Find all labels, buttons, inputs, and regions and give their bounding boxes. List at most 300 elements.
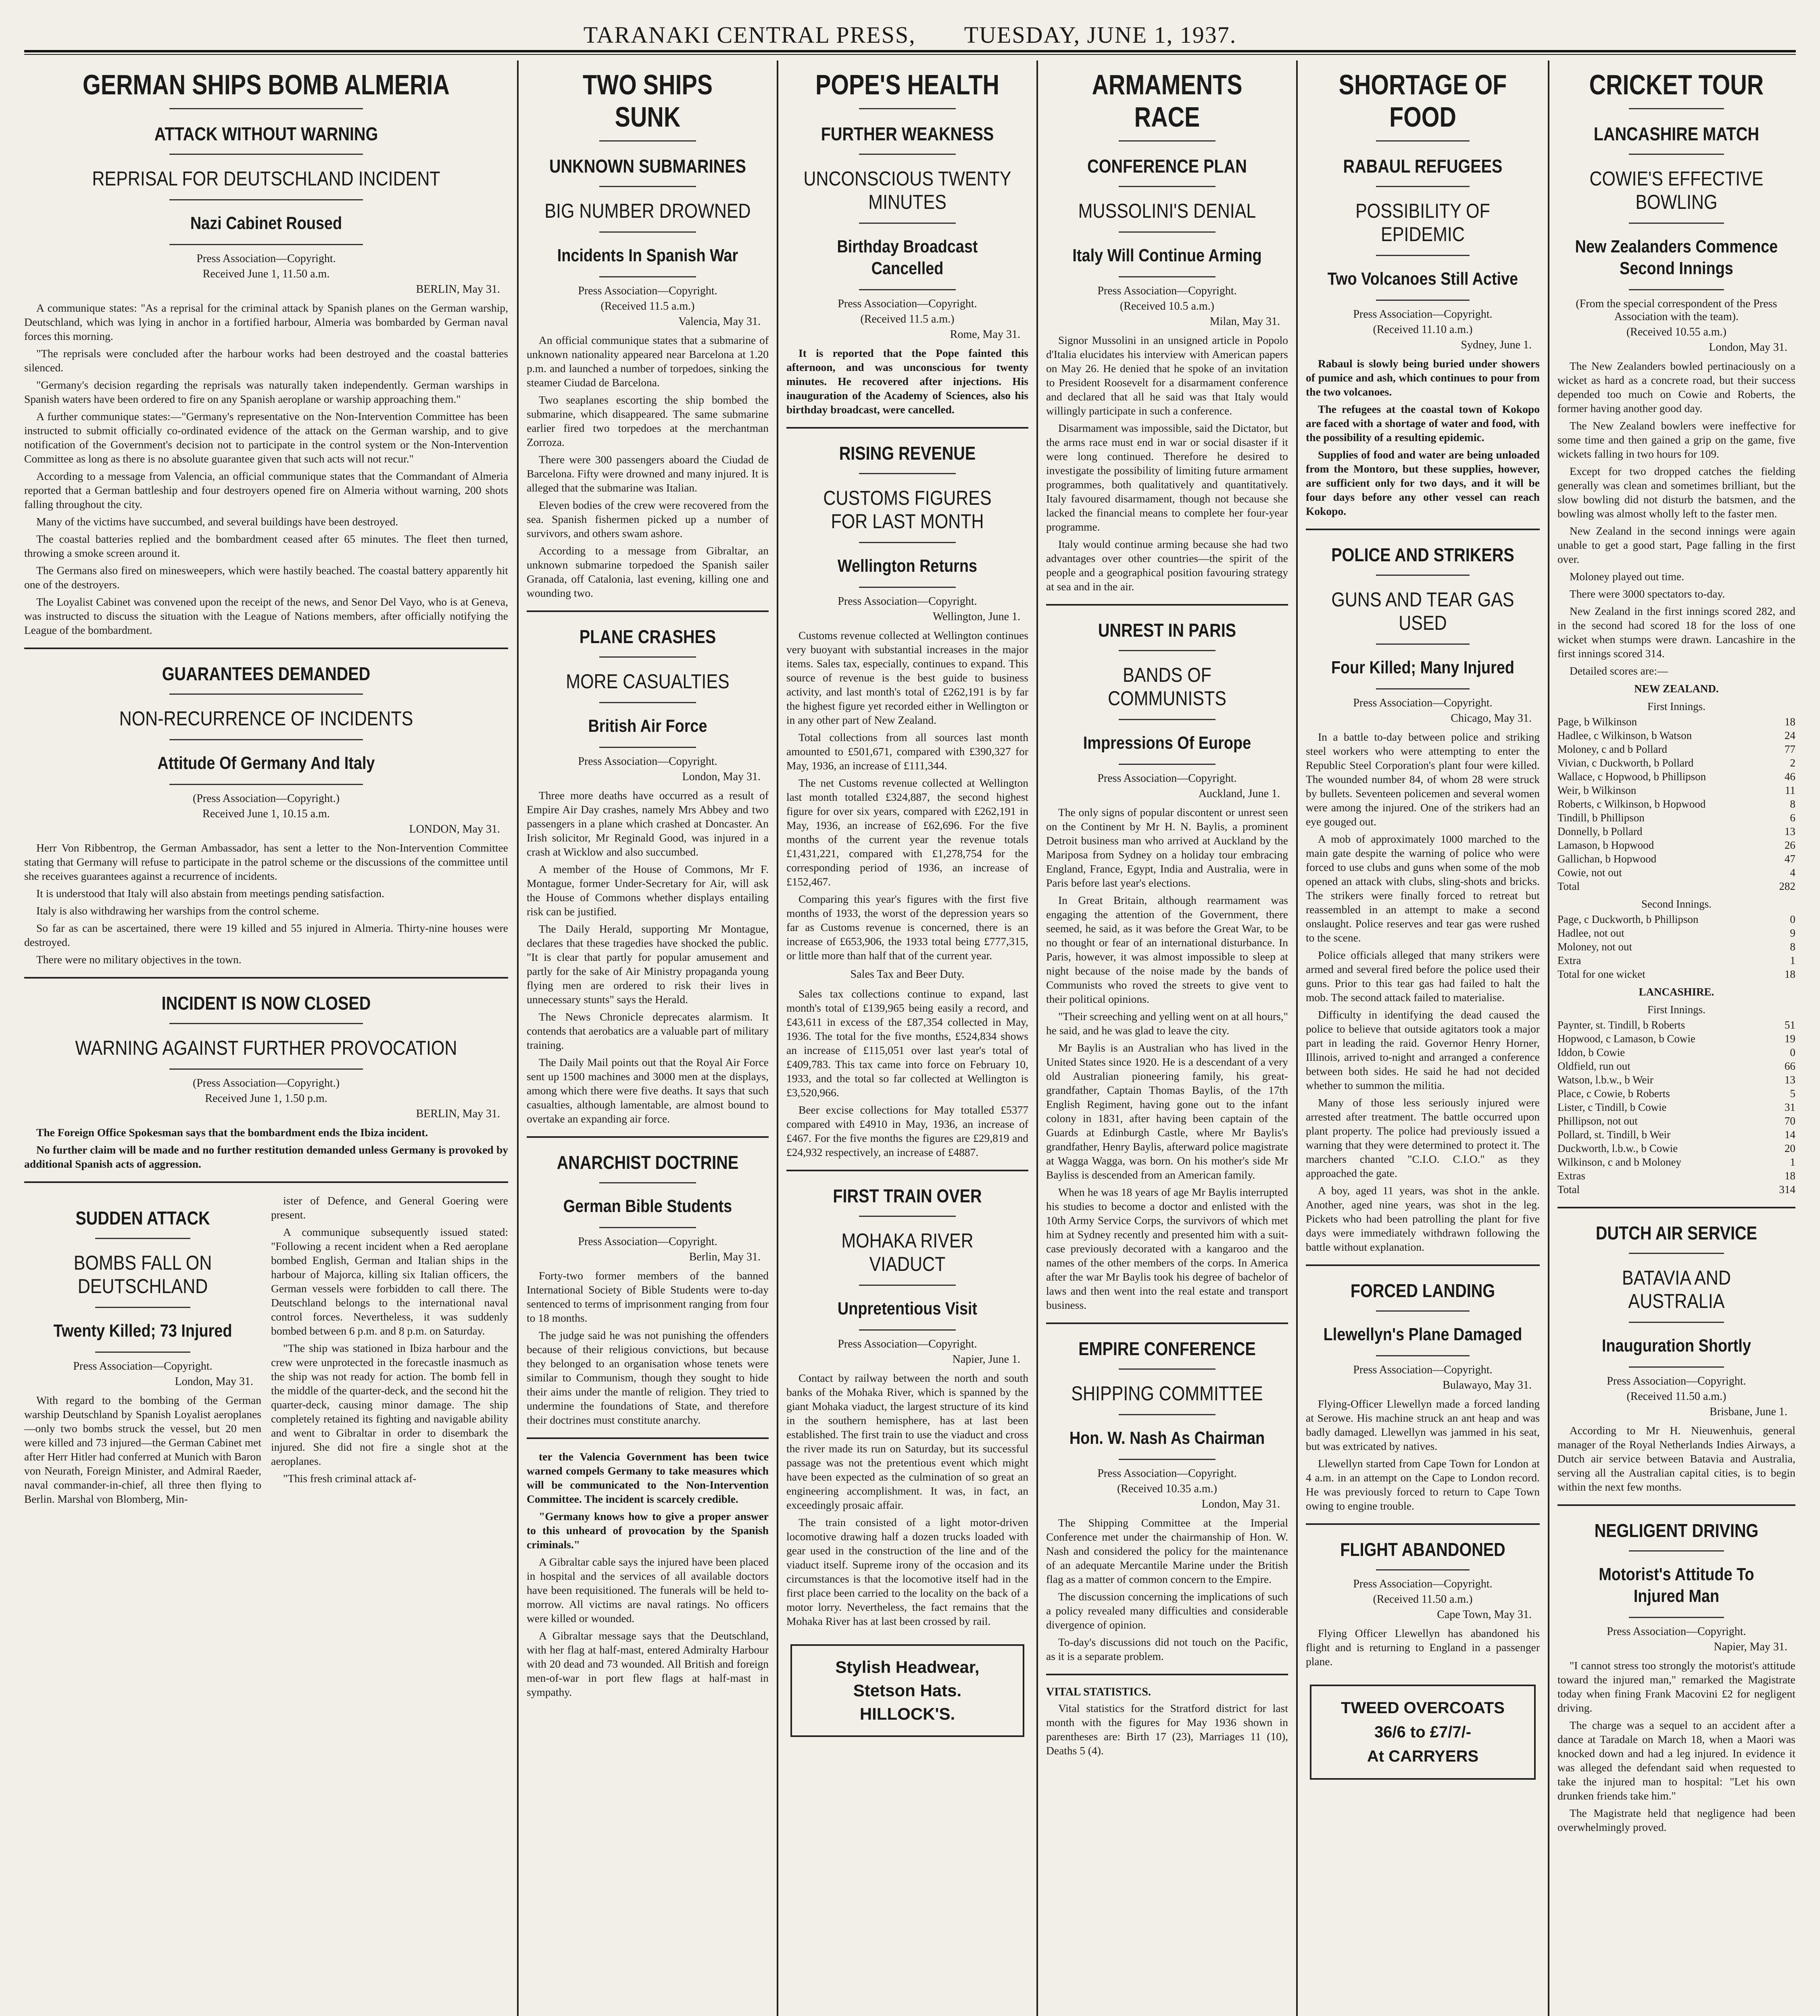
paragraph: The only signs of popular discontent or unrest seen on the Continent by Mr H. N. Baylis, a prominent Detroit business man who arrived at Auckland by the Mariposa from Sydney on a holiday tour embracing England, France, Egypt, India and Australia, were in Paris before last year's elections.	[1046, 806, 1288, 889]
headline: POPE'S HEALTH	[815, 69, 999, 100]
headline: CRICKET TOUR	[1589, 69, 1764, 100]
article-body	[1046, 805, 1288, 1312]
headline: GERMAN SHIPS BOMB ALMERIA	[83, 69, 450, 100]
dateline: Napier, May 31.	[1714, 1641, 1787, 1653]
subhead: UNREST IN PARIS	[1098, 620, 1236, 641]
paragraph: Beer excise collections for May totalled £5377 compared with £4910 in May, 1936, an increase of £467. For the five months the figures are £29,819 and £24,932 respectively, an increase of £4887.	[786, 1104, 1028, 1158]
subhead: New Zealanders Commence Second Innings	[1575, 237, 1778, 278]
paragraph: Flying Officer Llewellyn has abandoned his flight and is returning to England in a passenger plane.	[1306, 1627, 1540, 1668]
paragraph: Three more deaths have occurred as a result of Empire Air Day crashes, namely Mrs Abbey and two passengers in a plane which crashed at Doncaster. An Irish solicitor, Mr Reginald Good, was injured in a crash at Wicklow and also succumbed.	[527, 789, 769, 858]
score-row	[1557, 811, 1795, 825]
subhead: UNKNOWN SUBMARINES	[549, 156, 746, 177]
credit: (Received 11.50 a.m.)	[1373, 1593, 1473, 1606]
runs: 4	[1790, 866, 1795, 879]
article-body	[527, 1268, 769, 1427]
subhead: Motorist's Attitude To Injured Man	[1599, 1564, 1754, 1606]
divider	[527, 610, 769, 612]
credit: Press Association—Copyright.	[578, 285, 717, 297]
score-row	[1557, 742, 1795, 756]
subhead: British Air Force	[588, 716, 707, 736]
score-row	[1557, 1114, 1795, 1128]
divider	[1376, 140, 1470, 142]
credit: Press Association—Copyright.	[838, 595, 977, 608]
divider	[599, 231, 696, 233]
article-body	[1306, 1397, 1540, 1513]
runs: 66	[1785, 1060, 1795, 1072]
column-divider	[1036, 60, 1038, 2016]
batsman: Pollard, st. Tindill, b Weir	[1557, 1129, 1671, 1141]
dateline: Brisbane, June 1.	[1710, 1406, 1787, 1418]
divider	[1376, 688, 1470, 689]
column-4	[1046, 60, 1288, 2016]
subhead: SHIPPING COMMITTEE	[1071, 1382, 1263, 1405]
runs: 11	[1785, 784, 1795, 796]
divider	[1119, 276, 1215, 277]
paragraph: The refugees at the coastal town of Kokopo are faced with a shortage of water and food, with the possibility of a resulting epidemic.	[1306, 403, 1540, 444]
credit: Press Association—Copyright.	[1097, 772, 1237, 785]
subhead: ANARCHIST DOCTRINE	[557, 1152, 739, 1173]
paragraph: The New Zealanders bowled pertinaciously on a wicket as hard as a concrete road, but their success depended too much on Cowie and Roberts, the former having another good day.	[1557, 360, 1795, 414]
subhead: CONFERENCE PLAN	[1087, 156, 1247, 177]
divider	[24, 1181, 508, 1183]
divider	[859, 1285, 956, 1286]
paragraph: There were 300 passengers aboard the Ciudad de Barcelona. Fifty were drowned and many injured. It is alleged that the submarine was Italian.	[527, 453, 769, 494]
article-body	[24, 1125, 508, 1171]
dateline: Rome, May 31.	[950, 328, 1020, 341]
paragraph: Llewellyn started from Cape Town for London at 4 a.m. in an attempt on the Cape to London record. He was previously forced to return to Cape Town owing to engine trouble.	[1306, 1457, 1540, 1512]
column-divider	[1296, 60, 1298, 2016]
subhead: Inauguration Shortly	[1601, 1336, 1751, 1356]
paragraph: In a battle to-day between police and striking steel workers who were attempting to enter the Republic Steel Corporation's plant four were killed. The wounded number 84, of whom 28 were struck by bullets. Seventeen policemen and several women were among the injured. One of the strikers had an eye gouged out.	[1306, 731, 1540, 828]
divider	[859, 1329, 956, 1331]
subhead: REPRISAL FOR DEUTSCHLAND INCIDENT	[92, 167, 440, 190]
batsman: Hadlee, c Wilkinson, b Watson	[1557, 729, 1692, 741]
divider	[1376, 644, 1470, 645]
subhead: RISING REVENUE	[839, 443, 976, 464]
article-body	[24, 1393, 261, 1506]
subhead: MORE CASUALTIES	[566, 670, 730, 693]
score-row	[1557, 1018, 1795, 1032]
subhead: FIRST TRAIN OVER	[833, 1185, 982, 1206]
column-divider	[517, 60, 519, 2016]
runs: 9	[1790, 927, 1795, 939]
credit: (Press Association—Copyright.)	[193, 1077, 340, 1089]
runs: 77	[1785, 743, 1795, 755]
masthead-rule	[24, 50, 1796, 52]
subhead: UNCONSCIOUS TWENTY MINUTES	[803, 167, 1011, 213]
divider	[169, 694, 363, 695]
ad-line: TWEED OVERCOATS	[1341, 1699, 1505, 1717]
divider	[1046, 604, 1288, 606]
paragraph: It is reported that the Pope fainted this afternoon, and was unconscious for twenty minutes. He recovered after injections. His inauguration of the Academy of Sciences, also his birthday broadcast, were cancelled.	[786, 347, 1028, 416]
paragraph: The train consisted of a light motor-driven locomotive drawing half a dozen trucks loaded with gear used in the construction of the line and of the viaduct itself. Supreme irony of the occasion and its circumstances is that the locomotive itself had in the first place been carried to the locality on the back of a motor lorry. Nevertheless, the fact remains that the Mohaka River has at last been crossed by rail.	[786, 1516, 1028, 1627]
paragraph: A Gibraltar cable says the injured have been placed in hospital and the services of all available doctors have been requisitioned. The funerals will be held to-morrow. All victims are naval ratings. No officers were killed or wounded.	[527, 1556, 769, 1624]
score-row	[1557, 715, 1795, 729]
divider	[95, 1238, 190, 1239]
credit: Press Association—Copyright.	[1353, 1364, 1493, 1376]
subhead: RABAUL REFUGEES	[1343, 156, 1503, 177]
batsman: Duckworth, l.b.w., b Cowie	[1557, 1142, 1678, 1154]
paragraph: Except for two dropped catches the fielding generally was clean and sometimes brilliant, but the slow bowling did not disturb the batsmen, and the bowling was almost wholly left to the faster men.	[1557, 465, 1795, 520]
masthead-rule-thin	[24, 54, 1796, 55]
paragraph: The Foreign Office Spokesman says that the bombardment ends the Ibiza incident.	[36, 1126, 428, 1139]
paragraph: New Zealand in the first innings scored 282, and in the second had scored 18 for the loss of one wicket when stumps were drawn. Lancashire in the first innings scored 314.	[1557, 605, 1795, 660]
batsman: Watson, l.b.w., b Weir	[1557, 1074, 1653, 1086]
divider	[1629, 1617, 1724, 1618]
batsman: Moloney, not out	[1557, 941, 1632, 953]
subhead: BATAVIA AND AUSTRALIA	[1622, 1266, 1731, 1312]
article-body	[527, 788, 769, 1126]
divider	[1306, 1523, 1540, 1525]
score-row	[1557, 866, 1795, 879]
paragraph: According to a message from Gibraltar, an unknown submarine torpedoed the Spanish sailer Granada, off Catalonia, last evening, killing one and wounding two.	[527, 544, 769, 599]
dateline: Chicago, May 31.	[1451, 712, 1532, 725]
subhead: Impressions Of Europe	[1083, 733, 1251, 753]
divider	[24, 977, 508, 979]
credit: (From the special correspondent of the Press Association with the team).	[1576, 298, 1777, 323]
paragraph: There were no military objectives in the town.	[36, 953, 242, 966]
divider	[599, 1182, 696, 1183]
paragraph: Detailed scores are:—	[1570, 664, 1668, 677]
batsman: Paynter, st. Tindill, b Roberts	[1557, 1019, 1685, 1031]
subhead: INCIDENT IS NOW CLOSED	[161, 993, 371, 1014]
paragraph: A member of the House of Commons, Mr F. Montague, former Under-Secretary for Air, will ask the House of Commons whether displays entailing risk can be justified.	[527, 863, 769, 918]
subhead: Two Volcanoes Still Active	[1327, 269, 1518, 289]
subhead: MOHAKA RIVER VIADUCT	[841, 1229, 974, 1275]
article-body	[1557, 1658, 1795, 1834]
article-body	[271, 1193, 508, 1485]
paragraph: A further communique states:—"Germany's representative on the Non-Intervention Committee has been instructed to submit officially co-ordinated evidence of the attack on the German warship, and to give notification of the Government's decision not to participate in the control system or the Non-Intervention Committee as long as there is no absolute guarantee given that such acts will not recur."	[24, 410, 508, 465]
subhead: LANCASHIRE MATCH	[1593, 123, 1760, 144]
masthead-date: TUESDAY, JUNE 1, 1937.	[964, 22, 1237, 48]
paragraph: Supplies of food and water are being unloaded from the Montoro, but these supplies, however, are sufficient only for two days, and it will be four days before any other vessel can reach Kokopo.	[1306, 448, 1540, 517]
scorecard-innings: First Innings.	[1647, 1004, 1706, 1016]
divider	[859, 587, 956, 588]
article-body	[1046, 1701, 1288, 1758]
score-row	[1557, 1141, 1795, 1155]
divider	[1376, 255, 1470, 256]
batsman: Lister, c Tindill, b Cowie	[1557, 1101, 1667, 1113]
paragraph: According to a message from Valencia, an official communique states that the Commandant of Almeria reported that a German battleship and four destroyers opened fire on Almeria without warning, 200 shots falling throughout the city.	[24, 470, 508, 510]
runs: 70	[1785, 1115, 1795, 1127]
paragraph: The coastal batteries replied and the bombardment ceased after 65 minutes. The fleet then turned, throwing a smoke screen around it.	[24, 533, 508, 559]
paragraph: The Daily Herald, supporting Mr Montague, declares that these tragedies have shocked the public. "It is clear that partly for popular amusement and partly for the sake of Air Ministry propaganda young flying men are ordered to risk their lives in unnecessary stunts" says the Herald.	[527, 923, 769, 1006]
paragraph: Herr Von Ribbentrop, the German Ambassador, has sent a letter to the Non-Intervention Committee stating that Germany will refuse to participate in the patrol scheme or the discussions of the committee until she receives guarantees against a recurrence of incidents.	[24, 841, 508, 882]
dateline: BERLIN, May 31.	[416, 283, 500, 296]
dateline: Sydney, June 1.	[1461, 339, 1532, 351]
paragraph: So far as can be ascertained, there were 19 killed and 55 injured in Almeria. Thirty-nine houses were destroyed.	[24, 922, 508, 948]
divider	[599, 747, 696, 748]
divider	[859, 473, 956, 474]
dateline: Milan, May 31.	[1209, 315, 1280, 328]
total-label: Total	[1557, 1183, 1580, 1195]
score-row	[1557, 1128, 1795, 1141]
batsman: Gallichan, b Hopwood	[1557, 853, 1657, 865]
paragraph: A communique states: "As a reprisal for the criminal attack by Spanish planes on the German warship, Deutschland, which was lying in anchor in a fortified harbour, Almeria was bombarded by German naval forces this morning.	[24, 302, 508, 342]
batsman: Donnelly, b Pollard	[1557, 825, 1643, 837]
divider	[1119, 231, 1215, 233]
headline: SHORTAGE OF FOOD	[1338, 69, 1507, 133]
score-row	[1557, 1045, 1795, 1059]
subhead: Llewellyn's Plane Damaged	[1323, 1325, 1522, 1344]
article-body	[1306, 730, 1540, 1254]
subhead: Hon. W. Nash As Chairman	[1069, 1428, 1265, 1448]
score-row	[1557, 1059, 1795, 1073]
subhead: Nazi Cabinet Roused	[190, 213, 342, 233]
divider	[95, 1307, 190, 1308]
paragraph: The News Chronicle deprecates alarmism. It contends that aerobatics are a valuable part of military training.	[527, 1010, 769, 1051]
divider	[1557, 1504, 1795, 1506]
score-row	[1557, 770, 1795, 783]
advertisement	[1310, 1685, 1536, 1780]
paragraph: To-day's discussions did not touch on the Pacific, as it is a separate problem.	[1046, 1636, 1288, 1662]
paragraph: A mob of approximately 1000 marched to the main gate despite the warning of police who were forced to use clubs and guns when some of the mob opened an attack with clubs, sling-shots and bricks. The strikers were finally forced to retreat but reassembled in an attempt to make a second onslaught. Police reserves and tear gas were rushed to the scene.	[1306, 833, 1540, 944]
score-row	[1557, 1087, 1795, 1100]
credit: (Press Association—Copyright.)	[193, 792, 340, 805]
paragraph: The net Customs revenue collected at Wellington last month totalled £324,887, the second highest figure for over six years, compared with £262,191 in May, 1936, an increase of £62,696. For the five months of the current year the revenue totals £1,431,221, compared with £1,278,754 for the corresponding period of 1936, an increase of £152,467.	[786, 777, 1028, 888]
column-divider	[1548, 60, 1549, 2016]
paragraph: "This fresh criminal attack af-	[283, 1472, 417, 1485]
divider	[1557, 1207, 1795, 1208]
divider	[169, 108, 363, 109]
batsman: Page, c Duckworth, b Phillipson	[1557, 913, 1699, 925]
subhead: NON-RECURRENCE OF INCIDENTS	[119, 707, 413, 730]
paragraph: Police officials alleged that many strikers were armed and several fired before the police used their guns. Prior to this tear gas had failed to halt the mob. The second attack failed to materialise.	[1306, 949, 1540, 1004]
runs: 0	[1790, 1046, 1795, 1058]
paragraph: Many of those less seriously injured were arrested after treatment. The battle occurred upon plant property. The police had previously issued a warning that they were determined to protect it. The marchers chanted "C.I.O. C.I.O." as they approached the gate.	[1306, 1096, 1540, 1179]
batsman: Lamason, b Hopwood	[1557, 839, 1654, 851]
paragraph: The Germans also fired on minesweepers, which were hastily beached. The coastal battery apparently hit one of the destroyers.	[24, 564, 508, 591]
batsman: Page, b Wilkinson	[1557, 716, 1637, 728]
subhead: EMPIRE CONFERENCE	[1078, 1338, 1256, 1359]
paragraph: ter the Valencia Government has been twice warned compels Germany to take measures which will be communicated to the Non-Intervention Committee. The incident is scarcely credible.	[527, 1450, 769, 1505]
divider	[1629, 289, 1724, 290]
divider	[599, 656, 696, 658]
article-body	[24, 841, 508, 966]
total-runs: 282	[1779, 880, 1795, 892]
paragraph: The Magistrate held that negligence had been overwhelmingly proved.	[1557, 1807, 1795, 1833]
dateline: LONDON, May 31.	[409, 823, 500, 835]
paragraph: "Germany knows how to give a proper answer to this unheard of provocation by the Spanish criminals."	[527, 1510, 769, 1551]
dateline: Valencia, May 31.	[678, 315, 761, 328]
score-row	[1557, 1032, 1795, 1045]
paragraph: The Shipping Committee at the Imperial Conference met under the chairmanship of Hon. W. Nash and considered the policy for the maintenance of an adequate Mercantile Marine under the British flag as a matter of common concern to the Empire.	[1046, 1516, 1288, 1585]
dateline: London, May 31.	[682, 771, 761, 783]
divider	[169, 244, 363, 245]
dateline: Auckland, June 1.	[1198, 787, 1280, 800]
divider	[1629, 154, 1724, 155]
paragraph: The charge was a sequel to an accident after a dance at Taradale on March 18, when a Maori was knocked down and had a leg injured. In evidence it was alleged the defendant said when requested to take the injured man to hospital: "Let his own drunken friends take him."	[1557, 1719, 1795, 1802]
ad-line: 36/6 to £7/7/-	[1374, 1723, 1472, 1741]
runs: 1	[1790, 954, 1795, 966]
divider	[599, 276, 696, 277]
paragraph: "Germany's decision regarding the reprisals was naturally taken independently. German warships in Spanish waters have been ordered to fire on any Spanish aeroplane or warship approaching them."	[24, 379, 508, 405]
score-row	[1557, 926, 1795, 940]
paragraph: "Their screeching and yelling went on at all hours," he said, and he was glad to leave the city.	[1046, 1010, 1288, 1037]
divider	[859, 289, 956, 290]
credit: Press Association—Copyright.	[1607, 1625, 1746, 1638]
divider	[527, 1437, 769, 1439]
subhead: FLIGHT ABANDONED	[1340, 1539, 1505, 1560]
paragraph: Signor Mussolini in an unsigned article in Popolo d'Italia elucidates his interview with American papers on May 26. He denied that he spoke of an invitation to President Roosevelt for a disarmament conference and declared that all he said was that Italy would willingly participate in such a conference.	[1046, 334, 1288, 417]
subhead: Wellington Returns	[837, 556, 978, 576]
scorecard-team: NEW ZEALAND.	[1634, 683, 1719, 695]
article-body	[1306, 1626, 1540, 1668]
divider	[1119, 186, 1215, 187]
paragraph: No further claim will be made and no further restitution demanded unless Germany is provoked by additional Spanish acts of aggression.	[24, 1143, 508, 1170]
divider	[24, 648, 508, 649]
runs: 26	[1785, 839, 1795, 851]
subhead: GUNS AND TEAR GAS USED	[1331, 588, 1514, 634]
article-body	[24, 301, 508, 637]
batsman: Vivian, c Duckworth, b Pollard	[1557, 757, 1694, 769]
paragraph: Vital statistics for the Stratford district for last month with the figures for May 1936 shown in parentheses are: Birth 17 (23), Marriages 11 (10), Deaths 5 (4).	[1046, 1702, 1288, 1757]
credit: (Received 11.50 a.m.)	[1626, 1390, 1726, 1403]
credit: Press Association—Copyright.	[196, 252, 336, 265]
batsman: Place, c Cowie, b Roberts	[1557, 1087, 1670, 1100]
subhead: FORCED LANDING	[1350, 1280, 1495, 1301]
credit: Press Association—Copyright.	[1607, 1375, 1746, 1387]
scorecard-team: LANCASHIRE.	[1639, 986, 1714, 998]
credit: Press Association—Copyright.	[578, 755, 717, 768]
masthead	[24, 16, 1796, 48]
dateline: Cape Town, May 31.	[1437, 1608, 1532, 1621]
batsman: Wallace, c Hopwood, b Phillipson	[1557, 771, 1706, 783]
subhead: Unpretentious Visit	[837, 1299, 978, 1318]
divider	[599, 702, 696, 703]
runs: 13	[1785, 1074, 1795, 1086]
subhead: BOMBS FALL ON DEUTSCHLAND	[73, 1252, 212, 1297]
runs: 1	[1790, 1156, 1795, 1168]
paragraph: In Great Britain, although rearmament was engaging the attention of the Government, there seemed, he said, as it was before the Great War, to be no thought or fear of an international disturbance. In Paris, however, it was almost impossible to sleep at night because of the noise made by the bands of Communists who roved the streets to give vent to their political opinions.	[1046, 894, 1288, 1005]
subhead: Attitude Of Germany And Italy	[157, 753, 375, 773]
article-body	[1557, 359, 1795, 678]
batsman: Weir, b Wilkinson	[1557, 784, 1637, 796]
divider	[599, 186, 696, 187]
credit: (Received 11.5 a.m.)	[860, 313, 955, 325]
runs: 31	[1785, 1101, 1795, 1113]
paragraph: Moloney played out time.	[1570, 570, 1684, 583]
sudden-attack-columns	[24, 1193, 508, 1509]
article-body-continued	[527, 1450, 769, 1699]
credit: Press Association—Copyright.	[1353, 308, 1493, 321]
score-row	[1557, 912, 1795, 926]
score-row	[1557, 783, 1795, 797]
score-row	[1557, 1169, 1795, 1183]
article-body	[1046, 333, 1288, 594]
divider	[169, 1068, 363, 1070]
runs: 46	[1785, 771, 1795, 783]
runs: 19	[1785, 1033, 1795, 1045]
paragraph: A boy, aged 11 years, was shot in the ankle. Another, aged nine years, was shot in the leg. Pickets who had been patrolling the plant for five days were immediately withdrawn following the battle without explanation.	[1306, 1184, 1540, 1253]
paragraph: Forty-two former members of the banned International Society of Bible Students were to-day sentenced to terms of imprisonment ranging from four to 18 months.	[527, 1269, 769, 1324]
divider	[169, 784, 363, 785]
score-row	[1557, 1155, 1795, 1169]
credit: (Received 10.55 a.m.)	[1626, 326, 1727, 338]
ad-line: Stetson Hats.	[853, 1681, 962, 1700]
batsman: Tindill, b Phillipson	[1557, 812, 1645, 824]
divider	[1046, 1674, 1288, 1675]
runs: 18	[1785, 716, 1795, 728]
divider	[527, 1136, 769, 1138]
article-body	[1306, 356, 1540, 518]
score-row	[1557, 852, 1795, 866]
column-5	[1306, 60, 1540, 2016]
paragraph: Sales tax collections continue to expand, last month's total of £139,965 being easily a record, and £43,611 in excess of the £87,354 collected in May, 1936. The total for the five months, £524,834 shows an increase of £115,051 over last year's total of £409,783. This tax came into force on February 10, 1933, and the total so far collected at Wellington is £3,520,966.	[786, 987, 1028, 1099]
subhead: POLICE AND STRIKERS	[1331, 544, 1514, 565]
scorecard-rows	[1557, 912, 1795, 967]
divider	[599, 1227, 696, 1228]
paragraph: There were 3000 spectators to-day.	[1570, 587, 1725, 600]
divider	[1629, 1253, 1724, 1254]
paragraph: An official communique states that a submarine of unknown nationality appeared near Barcelona at 1.20 p.m. and launched a number of torpedoes, sinking the steamer Ciudad de Barcelona.	[527, 334, 769, 389]
paragraph: When he was 18 years of age Mr Baylis interrupted his studies to become a doctor and enlisted with the 10th Army Service Corps, the survivors of which met him at Sydney recently and presented him with a suit-case previously decorated with a kangaroo and the names of the other members of the corps. In America after the war Mr Baylis took his degree of bachelor of laws and then went into the real estate and transport business.	[1046, 1186, 1288, 1311]
credit: (Received 10.35 a.m.)	[1117, 1483, 1218, 1495]
batsman: Wilkinson, c and b Moloney	[1557, 1156, 1682, 1168]
ad-line: HILLOCK'S.	[859, 1704, 955, 1723]
subhead: Twenty Killed; 73 Injured	[53, 1321, 232, 1341]
paragraph: According to Mr H. Nieuwenhuis, general manager of the Royal Netherlands Indies Airways, a Dutch air service between Batavia and Australia, serving all the Australian capital cities, is to begin within the next few months.	[1557, 1424, 1795, 1493]
divider	[95, 1352, 190, 1353]
article-body	[786, 628, 1028, 962]
scorecard-innings: First Innings.	[1647, 700, 1706, 712]
score-row	[1557, 1073, 1795, 1087]
score-row	[1557, 940, 1795, 954]
divider	[859, 1216, 956, 1217]
paragraph: Eleven bodies of the crew were recovered from the sea. Spanish fishermen picked up a number of survivors, and others swam ashore.	[527, 499, 769, 539]
credit: Press Association—Copyright.	[838, 298, 977, 310]
ad-line: At CARRYERS	[1367, 1747, 1479, 1765]
divider	[1119, 719, 1215, 720]
paragraph: Italy would continue arming because she had two advantages over other countries—the spirit of the people and a geographical position favouring strategy at sea and in the air.	[1046, 538, 1288, 593]
paragraph: "The reprisals were concluded after the harbour works had been destroyed and the coastal batteries silenced.	[24, 347, 508, 374]
divider	[786, 427, 1028, 429]
batsman: Extras	[1557, 1170, 1585, 1182]
divider	[169, 199, 363, 200]
masthead-paper: TARANAKI CENTRAL PRESS,	[583, 22, 916, 48]
subhead: BANDS OF COMMUNISTS	[1108, 664, 1226, 710]
divider	[599, 140, 696, 142]
dateline: BERLIN, May 31.	[416, 1108, 500, 1120]
subhead: Incidents In Spanish War	[557, 246, 738, 265]
scorecard-total	[1557, 1183, 1795, 1196]
batsman: Moloney, c and b Pollard	[1557, 743, 1667, 755]
runs: 2	[1790, 757, 1795, 769]
runs: 14	[1785, 1129, 1795, 1141]
article-body	[1557, 1423, 1795, 1494]
paragraph: "I cannot stress too strongly the motorist's attitude toward the injured man," remarked the Magistrate today when fining Frank Macovini £2 for negligent driving.	[1557, 1659, 1795, 1714]
dateline: Berlin, May 31.	[689, 1251, 761, 1263]
score-row	[1557, 838, 1795, 852]
dateline: Bulawayo, May 31.	[1443, 1379, 1532, 1391]
divider	[859, 542, 956, 543]
divider	[169, 154, 363, 155]
paragraph: The Loyalist Cabinet was convened upon the receipt of the news, and Senor Del Vayo, who is at Geneva, was instructed to discuss the situation with the League of Nations members, after officially notifying the League of the bombardment.	[24, 596, 508, 636]
paragraph: A Gibraltar message says that the Deutschland, with her flag at half-mast, entered Admiralty Harbour with 20 dead and 73 wounded. All British and foreign men-of-war in port flew flags at half-mast in sympathy.	[527, 1629, 769, 1698]
paragraph: Mr Baylis is an Australian who has lived in the United States since 1920. He is a descendant of a very old Australian pioneering family, his great-grandfather, Captain Thomas Baylis, of the 17th English Regiment, having gone out to the infant colony in 1831, after having been captain of the Guards at Edinburgh Castle, where Mr Baylis's grandfather, Henry Baylis, afterward police magistrate at Wagga Wagga, was born. On his mother's side Mr Bayliss is descended from an American family.	[1046, 1041, 1288, 1181]
divider	[1629, 1550, 1724, 1552]
divider	[1046, 1322, 1288, 1324]
divider	[859, 223, 956, 224]
divider	[1376, 575, 1470, 576]
column-2	[527, 60, 769, 2016]
runs: 6	[1790, 812, 1795, 824]
runs: 51	[1785, 1019, 1795, 1031]
paragraph: Contact by railway between the north and south banks of the Mohaka River, which is spanned by the giant Mohaka viaduct, the largest structure of its kind in the southern hemisphere, has at last been established. The first train to use the viaduct and cross the river made its run on Saturday, but its successful passage was not the pretentious event which might have been expected as the culmination of so great an engineering accomplishment. It was, in fact, an exceedingly prosaic affair.	[786, 1372, 1028, 1511]
paragraph: Rabaul is slowly being buried under showers of pumice and ash, which continues to pour from the two volcanoes.	[1306, 357, 1540, 398]
runs: 13	[1785, 825, 1795, 837]
score-row	[1557, 756, 1795, 770]
